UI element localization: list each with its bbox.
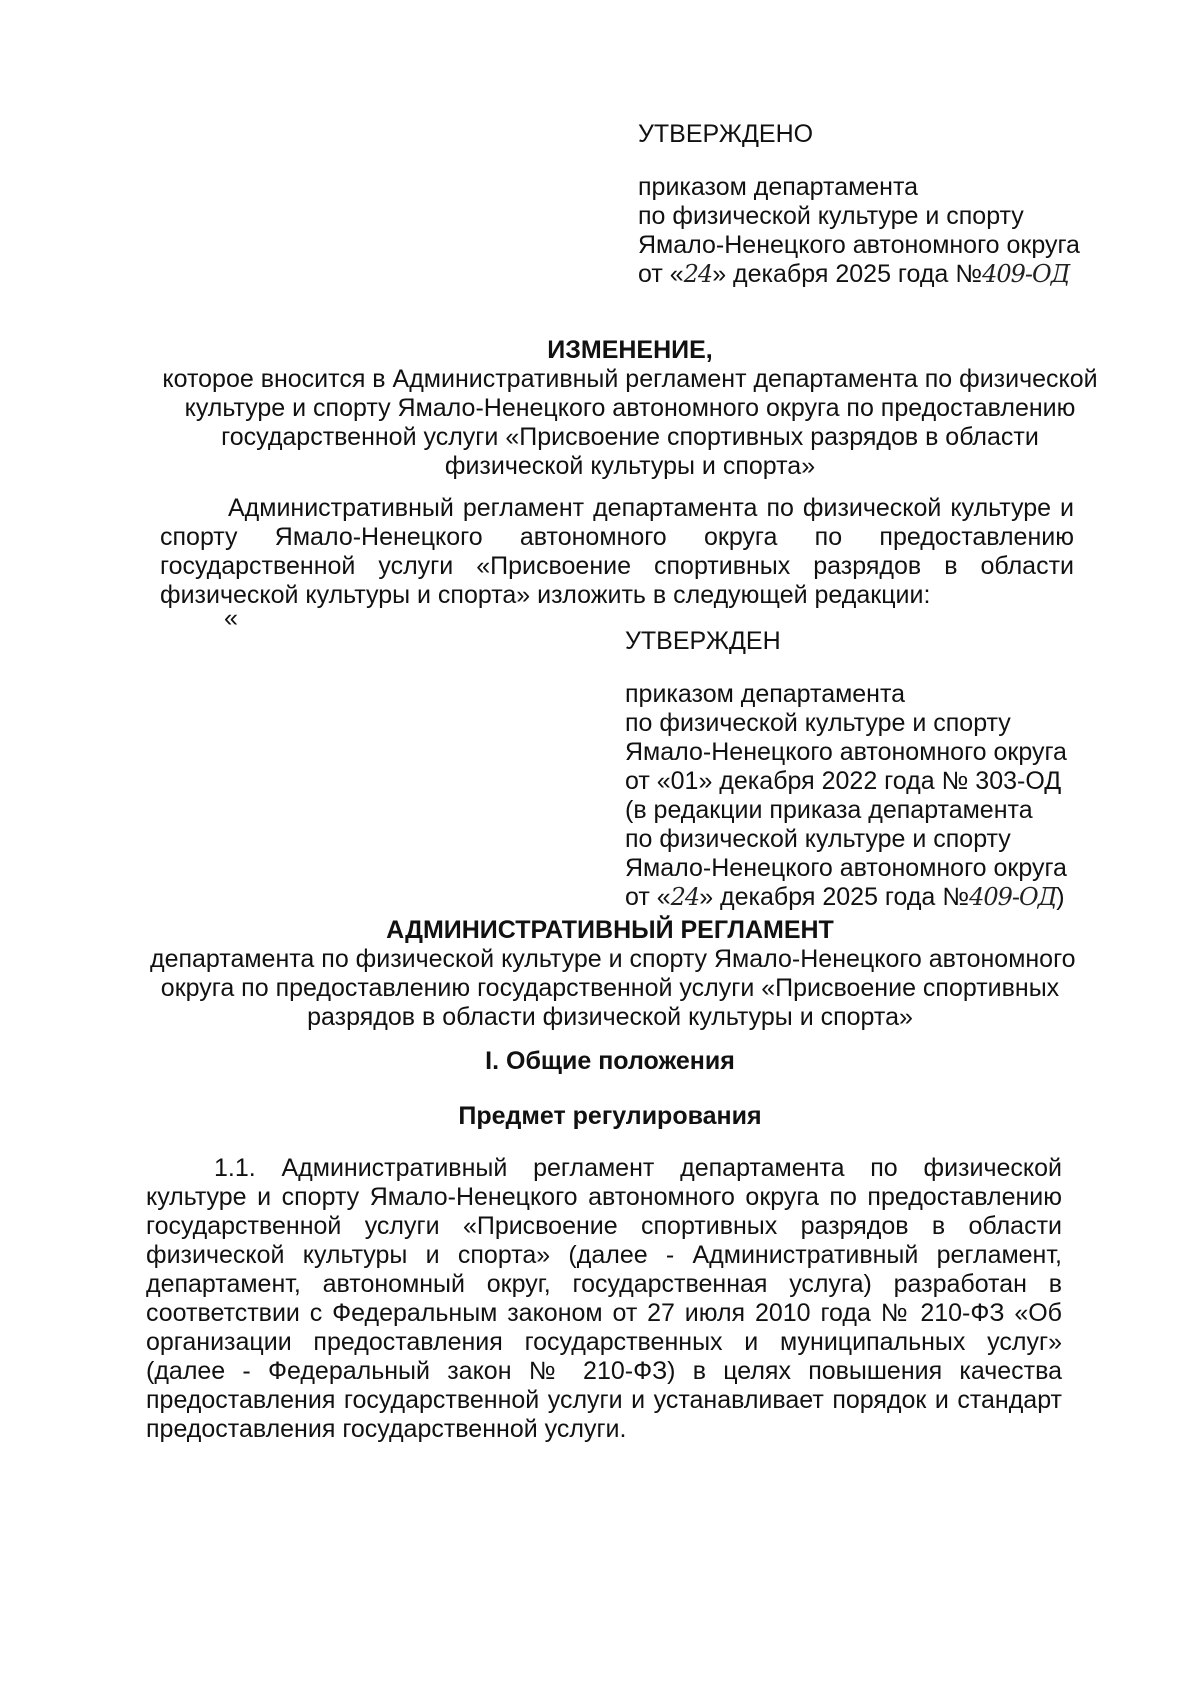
- intro-paragraph: Административный регламент департамента по физической культуре и спорту Ямало-Ненецкого автономного округа по предоставлению государственной услуги «Присвоение спортивных разрядов в области физической культуры и спорта» изложить в следующей редакции:: [160, 494, 1074, 609]
- approval-block-inner: [625, 627, 1095, 912]
- approval-date-line: [625, 883, 1095, 912]
- change-subtitle-line: физической культуры и спорта»: [444, 452, 816, 480]
- regulation-heading: АДМИНИСТРАТИВНЫЙ РЕГЛАМЕНТ: [386, 916, 834, 944]
- approval-date-line: [638, 260, 1108, 289]
- regulation-subtitle-line: округа по предоставлению государственной услуги «Присвоение спортивных: [160, 974, 1060, 1002]
- date-middle: » декабря 2025 года №: [712, 260, 983, 288]
- clause-1-1: 1.1. Административный регламент департамента по физической культуре и спорту Ямало-Ненецкого автономного округа по предоставлению государственной услуги «Присвоение спортивных разрядов в области физической культуры и спорта» (далее - Административный регламент, департамент, автономный округ, государственная услуга) разработан в соответствии с Федеральным законом от 27 июля 2010 года № 210-ФЗ «Об организации предоставления государственных и муниципальных услуг» (далее - Федеральный закон № 210-ФЗ) в целях повышения качества предоставления государственной услуги и устанавливает порядок и стандарт предоставления государственной услуги.: [146, 1154, 1062, 1443]
- approval-line: по физической культуре и спорту: [638, 202, 1024, 230]
- approval-line: от «01» декабря 2022 года № 303-ОД: [625, 767, 1062, 795]
- handwritten-number: 409-ОД: [982, 260, 1070, 288]
- date-suffix: ): [1056, 883, 1065, 911]
- section-heading: I. Общие положения: [485, 1047, 735, 1075]
- opening-quote: «: [224, 604, 238, 632]
- subsection-heading: Предмет регулирования: [458, 1102, 762, 1130]
- approval-line: приказом департамента: [638, 173, 919, 201]
- change-heading: ИЗМЕНЕНИЕ,: [547, 336, 713, 364]
- regulation-subtitle-line: разрядов в области физической культуры и спорта»: [307, 1003, 913, 1031]
- change-subtitle-line: культуре и спорту Ямало-Ненецкого автономного округа по предоставлению: [184, 394, 1076, 422]
- approval-line: Ямало-Ненецкого автономного округа: [625, 738, 1067, 766]
- approval-line: по физической культуре и спорту: [625, 709, 1011, 737]
- approval-line: Ямало-Ненецкого автономного округа: [625, 854, 1067, 882]
- change-subtitle-line: государственной услуги «Присвоение спортивных разрядов в области: [221, 423, 1039, 451]
- date-prefix: от «: [638, 260, 684, 288]
- change-title: [160, 336, 1100, 481]
- approval-heading: УТВЕРЖДЕН: [625, 627, 781, 655]
- approval-line: приказом департамента: [625, 680, 906, 708]
- approval-block-top: [638, 120, 1108, 289]
- date-middle: » декабря 2025 года №: [699, 883, 970, 911]
- regulation-title: [150, 916, 1076, 1032]
- handwritten-number: 409-ОД: [969, 883, 1057, 911]
- regulation-subtitle-line: департамента по физической культуре и спорту Ямало-Ненецкого автономного: [150, 945, 1076, 973]
- date-prefix: от «: [625, 883, 671, 911]
- handwritten-day: 24: [683, 260, 713, 288]
- approval-line: (в редакции приказа департамента: [625, 796, 1033, 824]
- change-subtitle-line: которое вносится в Административный регламент департамента по физической: [162, 365, 1098, 393]
- handwritten-day: 24: [670, 883, 700, 911]
- approval-heading: УТВЕРЖДЕНО: [638, 120, 814, 148]
- approval-line: Ямало-Ненецкого автономного округа: [638, 231, 1080, 259]
- approval-line: по физической культуре и спорту: [625, 825, 1011, 853]
